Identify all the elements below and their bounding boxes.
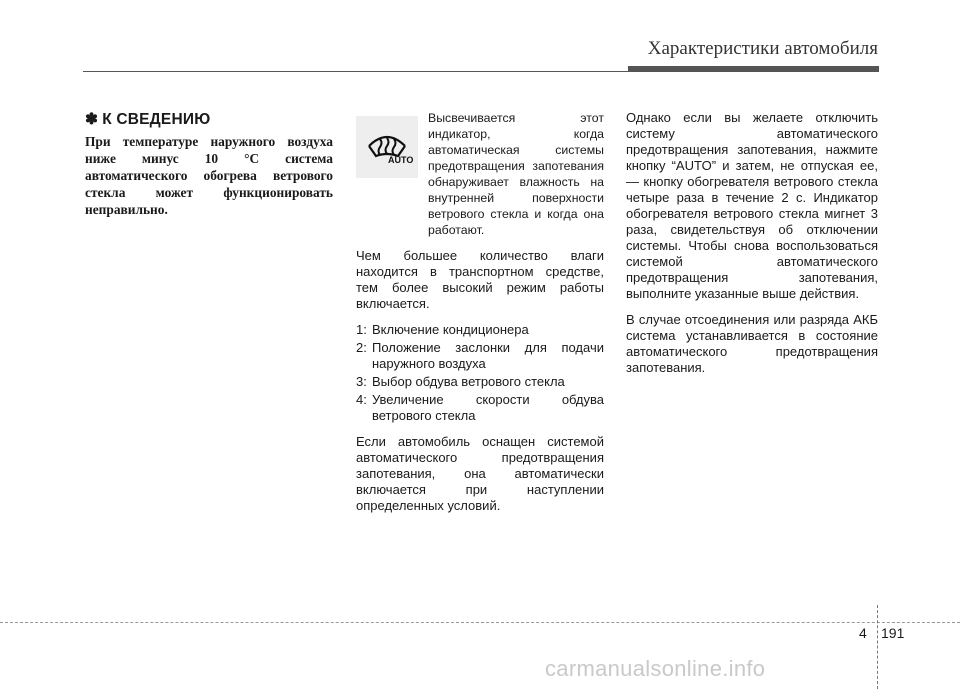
- page-number-separator: [877, 605, 878, 689]
- mode-list: [356, 322, 604, 424]
- auto-label: AUTO: [388, 155, 414, 165]
- indicator-text: Высвечивается этот индикатор, когда автоматическая системы предотвращения запотевания обнаруживает влажность на внутренней поверхности ветрового стекла и когда она работают.: [428, 111, 604, 237]
- note-body: При температуре наружного воздуха ниже минус 10 °С система автоматического обогрева ветрового стекла может функционировать неправильно.: [85, 134, 333, 217]
- auto-system-paragraph: Если автомобиль оснащен системой автоматического предотвращения запотевания, она автоматически включается при наступлении определенных условий.: [356, 434, 604, 513]
- moisture-paragraph: Чем большее количество влаги находится в транспортном средстве, тем более высокий режим работы включается.: [356, 248, 604, 311]
- list-item: 4: Увеличение скорости обдува ветрового стекла: [356, 392, 604, 423]
- indicator-block: [356, 110, 604, 238]
- page-header-title: Характеристики автомобиля: [647, 38, 878, 59]
- list-item: 2: Положение заслонки для подачи наружного воздуха: [356, 340, 604, 371]
- page-number: 191: [881, 625, 905, 641]
- note-heading: [85, 110, 333, 129]
- header-rule-accent: [628, 66, 879, 72]
- list-item: 3: Выбор обдува ветрового стекла: [356, 374, 565, 389]
- watermark: carmanualsonline.info: [545, 656, 766, 681]
- chapter-number: 4: [859, 625, 867, 641]
- column-note: [85, 110, 333, 218]
- footer-dashed-line: [0, 622, 960, 623]
- column-right: [626, 110, 878, 386]
- auto-defog-indicator: [356, 116, 418, 178]
- indicator-description: [428, 110, 604, 238]
- disable-instructions-paragraph: Однако если вы желаете отключить систему автоматического предотвращения запотевания, нажмите кнопку “AUTO” и затем, не отпуская ее, — кнопку обогревателя ветрового стекла четыре раза в течение 2 с. Индикатор обогревателя ветрового стекла мигнет 3 раза, свидетельствуя об отключении системы. Чтобы снова воспользоваться системой автоматического предотвращения запотевания, выполните указанные выше действия.: [626, 110, 878, 301]
- list-item: 1: Включение кондиционера: [356, 322, 529, 337]
- note-star-icon: ✽: [85, 111, 99, 128]
- battery-paragraph: В случае отсоединения или разряда АКБ система устанавливается в состояние автоматического предотвращения запотевания.: [626, 312, 878, 375]
- column-middle: [356, 110, 604, 524]
- note-title: К СВЕДЕНИЮ: [102, 111, 211, 128]
